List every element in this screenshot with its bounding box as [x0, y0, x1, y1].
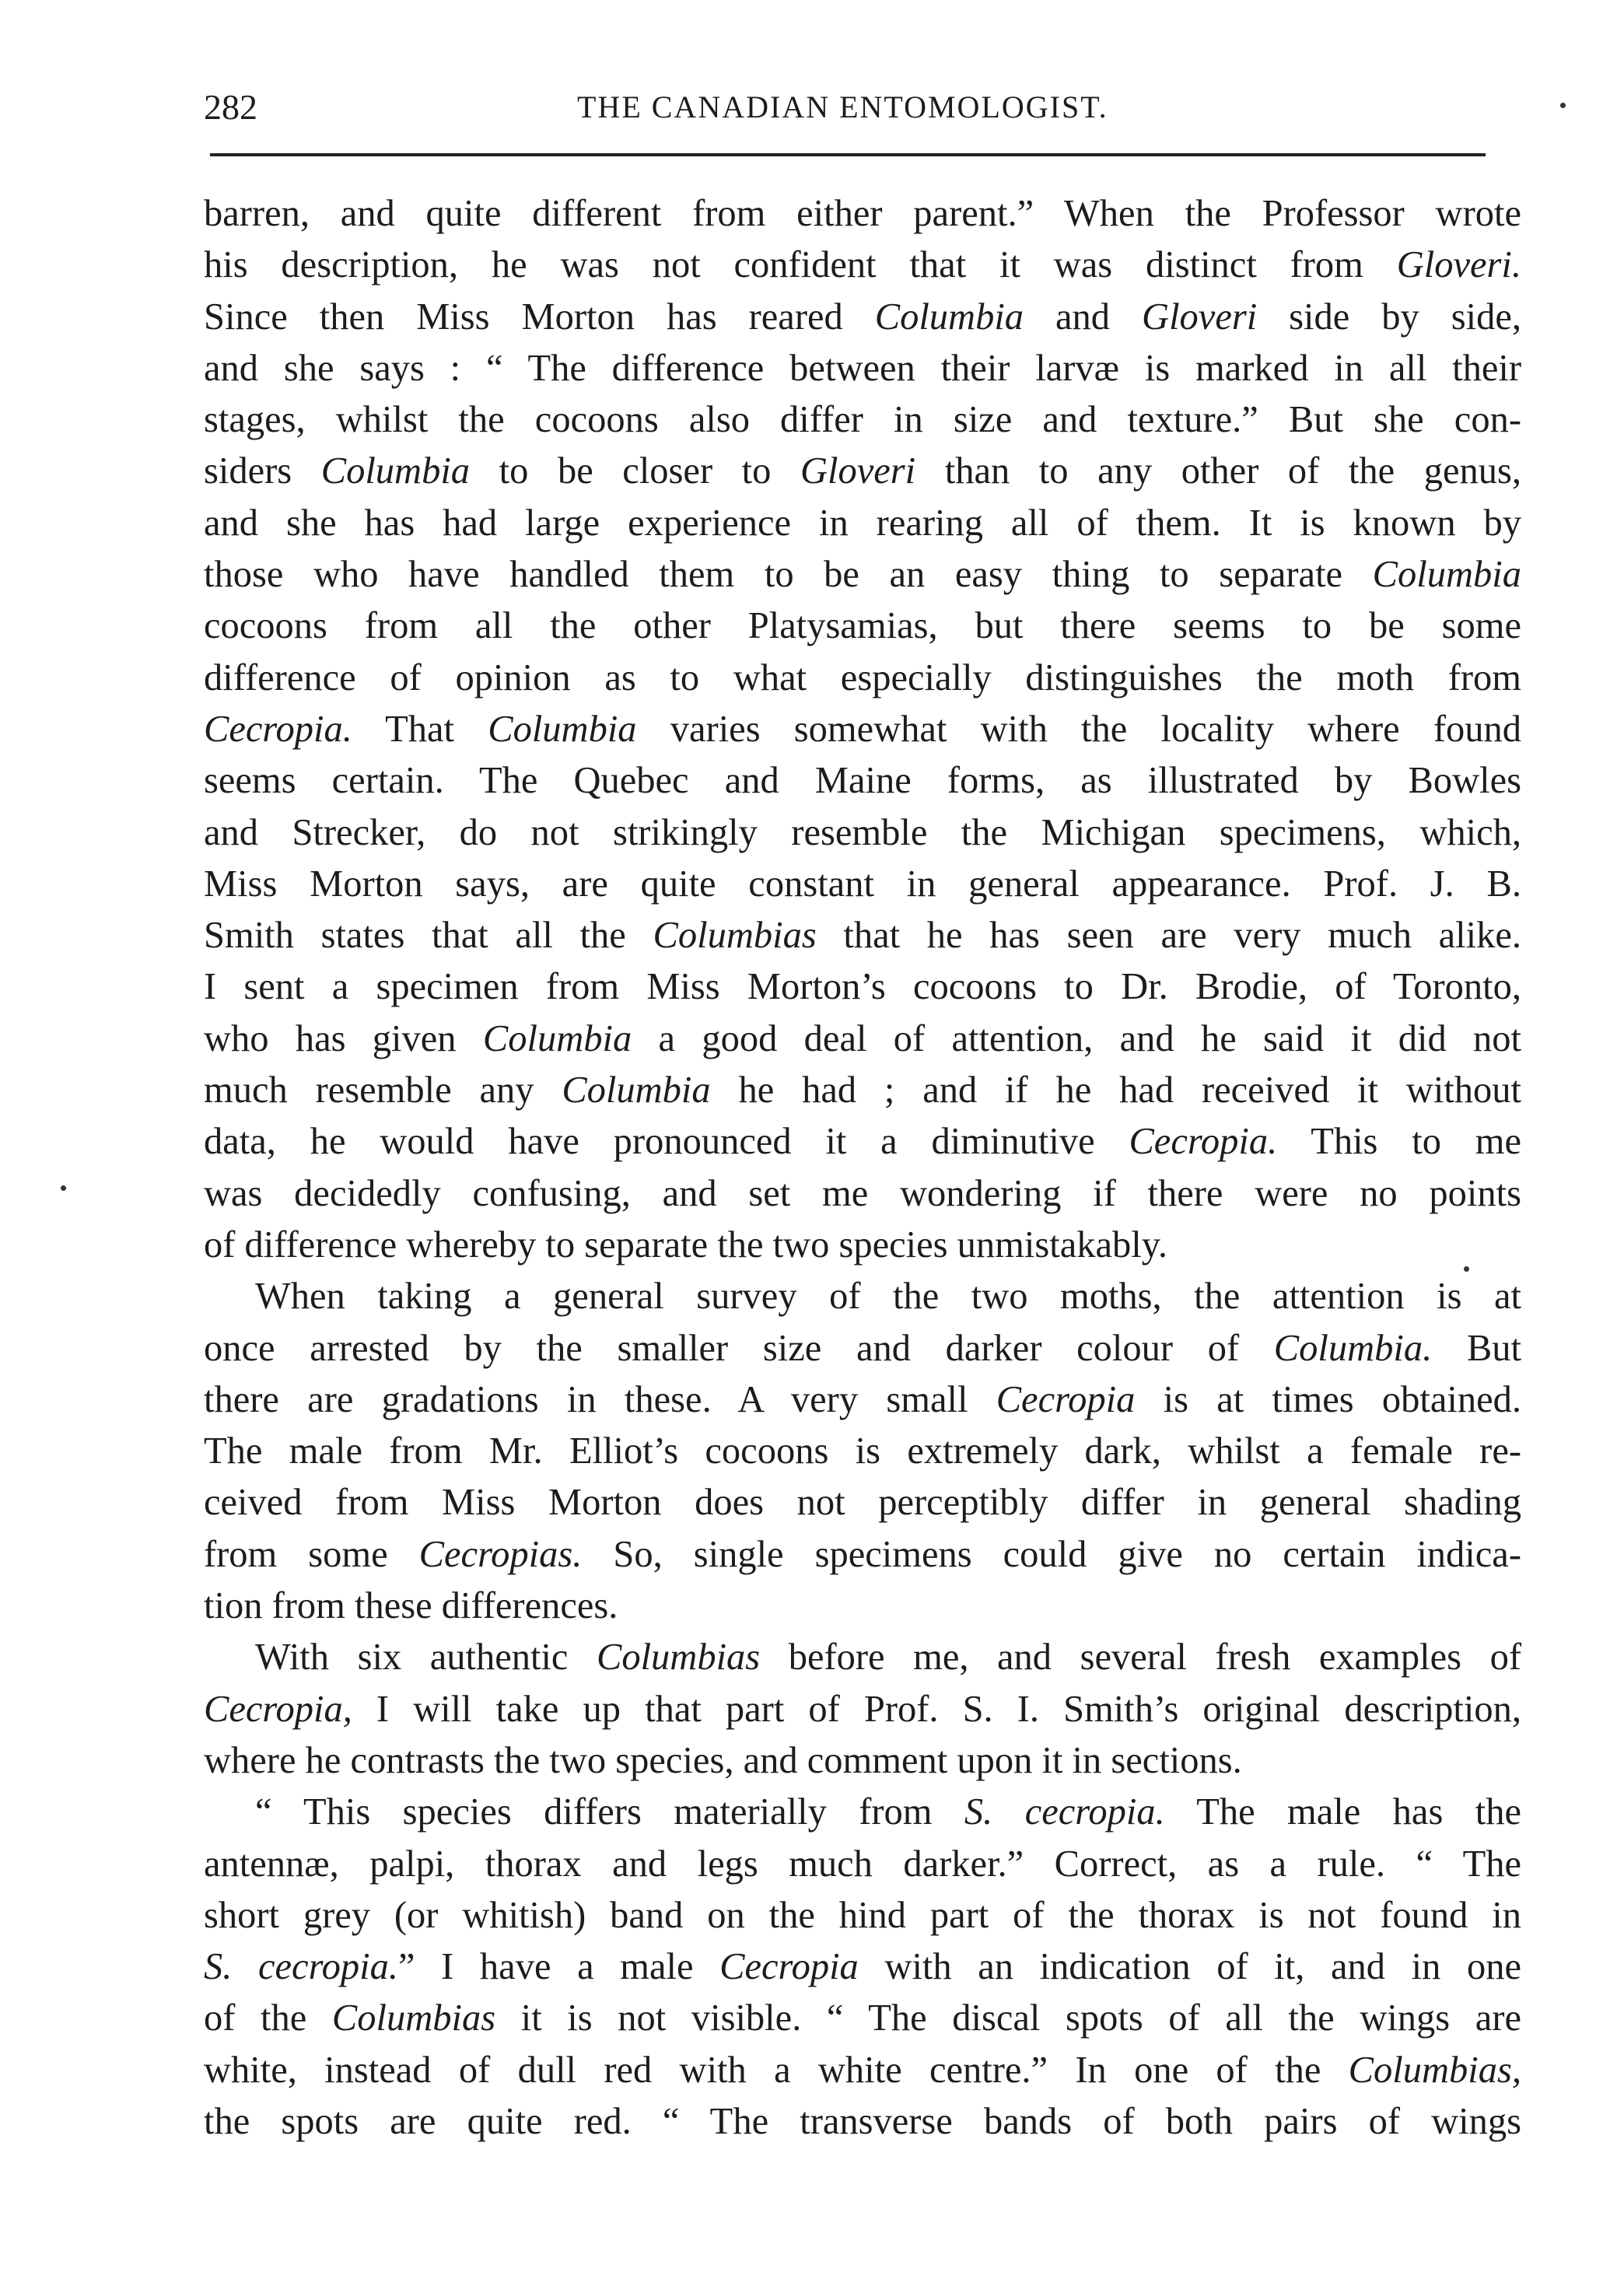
text-run: short grey (or whitish) band on the hind part of the thorax is not found in [204, 1894, 1521, 1936]
text-run: there are gradations in these. A very small [204, 1378, 996, 1420]
text-run: before me, and several fresh examples of [760, 1637, 1521, 1679]
italic-text: Cecropia, [204, 1688, 352, 1730]
text-run: That [352, 708, 488, 750]
text-run: once arrested by the smaller size and darker colour of [204, 1327, 1274, 1369]
text-line [204, 2045, 1521, 2096]
text-run: much resemble any [204, 1069, 562, 1111]
text-run: and [1024, 296, 1143, 338]
italic-text: Columbia [562, 1069, 711, 1111]
text-run: the spots are quite red. “ The transverse bands of both pairs of wings [204, 2100, 1521, 2142]
text-line [204, 1529, 1521, 1581]
text-line [204, 961, 1521, 1013]
header-rule [210, 153, 1486, 156]
text-run: data, he would have pronounced it a diminutive [204, 1121, 1129, 1163]
text-run: cocoons from all the other Platysamias, but there seems to be some [204, 605, 1521, 647]
text-run: than to any other of the genus, [915, 450, 1522, 492]
text-line [204, 1168, 1521, 1220]
text-line [204, 1839, 1521, 1890]
journal-title: THE CANADIAN ENTOMOLOGIST. [577, 89, 1108, 124]
text-run: that he has seen are very much alike. [816, 915, 1522, 957]
text-line [204, 1271, 1521, 1322]
text-run: siders [204, 450, 321, 492]
text-line [204, 1787, 1521, 1838]
italic-text: Columbia [488, 708, 637, 750]
text-run: With six authentic [255, 1637, 597, 1679]
print-speck [1560, 103, 1566, 108]
text-line [204, 1116, 1521, 1168]
italic-text: Columbias [331, 1997, 496, 2039]
text-run: seems certain. The Quebec and Maine forms, as illustrated by Bowles [204, 760, 1521, 802]
text-run: But [1432, 1327, 1521, 1369]
text-line [204, 446, 1521, 497]
text-run: barren, and quite different from either parent.” When the Professor wrote [204, 193, 1521, 234]
text-run: ” I have a male [398, 1946, 720, 1988]
text-line [204, 859, 1521, 910]
text-line [204, 1323, 1521, 1374]
text-line [204, 1941, 1521, 1993]
text-run: This to me [1277, 1121, 1521, 1163]
italic-text: Cecropia [996, 1378, 1136, 1420]
text-run: of the [204, 1997, 332, 2039]
text-run: stages, whilst the cocoons also differ in size and texture.” But she con- [204, 399, 1521, 441]
text-line [204, 1581, 1521, 1632]
italic-text: Columbias [596, 1637, 761, 1679]
text-line [204, 1890, 1521, 1941]
text-line [204, 1632, 1521, 1683]
text-run: a good deal of attention, and he said it did not [632, 1017, 1521, 1059]
text-line [204, 653, 1521, 704]
text-run: tion from these differences. [204, 1585, 618, 1627]
text-run: varies somewhat with the locality where found [636, 708, 1521, 750]
italic-text: Columbia [320, 450, 471, 492]
italic-text: Columbia [874, 296, 1024, 338]
text-line [204, 704, 1521, 755]
text-run: he had ; and if he had received it without [710, 1069, 1521, 1111]
text-line [204, 1426, 1521, 1477]
text-run: Since then Miss Morton has reared [204, 296, 875, 338]
italic-text: Cecropia [719, 1946, 859, 1988]
text-line [204, 1374, 1521, 1426]
text-run: The male from Mr. Elliot’s cocoons is extremely dark, whilst a female re- [204, 1430, 1521, 1472]
text-run: is at times obtained. [1135, 1378, 1521, 1420]
text-run: antennæ, palpi, thorax and legs much darker.” Correct, as a rule. “ The [204, 1843, 1521, 1885]
text-run: with an indication of it, and in one [858, 1946, 1521, 1988]
text-run: and she says : “ The difference between their larvæ is marked in all their [204, 347, 1521, 389]
italic-text: Gloveri [1142, 296, 1258, 338]
text-line [204, 1993, 1521, 2044]
running-head [204, 76, 1538, 138]
text-run: I sent a specimen from Miss Morton’s cocoons to Dr. Brodie, of Toronto, [204, 966, 1521, 1008]
text-run: Miss Morton says, are quite constant in general appearance. Prof. J. B. [204, 863, 1521, 905]
text-run: to be closer to [470, 450, 800, 492]
print-speck [1464, 1266, 1469, 1272]
text-run: and Strecker, do not strikingly resemble the Michigan specimens, which, [204, 811, 1521, 853]
text-line [204, 755, 1521, 807]
italic-text: Gloveri [800, 450, 916, 492]
text-line [204, 240, 1521, 291]
italic-text: Cecropia. [204, 708, 352, 750]
italic-text: Cecropias. [418, 1533, 583, 1575]
text-line [204, 188, 1521, 240]
italic-text: Columbia [482, 1017, 632, 1059]
text-line [204, 549, 1521, 600]
text-line [204, 292, 1521, 343]
italic-text: S. cecropia. [964, 1791, 1165, 1833]
text-line [204, 1220, 1521, 1271]
text-run: white, instead of dull red with a white centre.” In one of the [204, 2049, 1349, 2091]
text-line [204, 2096, 1521, 2148]
text-run: side by side, [1257, 296, 1521, 338]
text-run: The male has the [1164, 1791, 1521, 1833]
text-run: Smith states that all the [204, 915, 653, 957]
text-run: and she has had large experience in rearing all of them. It is known by [204, 502, 1521, 544]
text-line [204, 1013, 1521, 1065]
text-run: it is not visible. “ The discal spots of all the wings are [495, 1997, 1522, 2039]
text-line [204, 1065, 1521, 1116]
italic-text: Columbia [1372, 554, 1521, 596]
text-run: “ This species differs materially from [255, 1791, 964, 1833]
text-line [204, 498, 1521, 549]
italic-text: Cecropia. [1129, 1121, 1278, 1163]
text-line [204, 807, 1521, 859]
italic-text: Columbia. [1273, 1327, 1433, 1369]
text-run: I will take up that part of Prof. S. I. Smith’s original description, [352, 1688, 1521, 1730]
text-run: was decidedly confusing, and set me wondering if there were no points [204, 1172, 1521, 1214]
text-run: who has given [204, 1017, 483, 1059]
text-run: So, single specimens could give no certain indica- [582, 1533, 1521, 1575]
text-line [204, 1684, 1521, 1735]
italic-text: Gloveri. [1396, 244, 1521, 286]
text-run: from some [204, 1533, 419, 1575]
body-text [204, 188, 1521, 2148]
text-run: those who have handled them to be an easy thing to separate [204, 554, 1373, 596]
italic-text: Columbias, [1348, 2049, 1521, 2091]
text-run: where he contrasts the two species, and comment upon it in sections. [204, 1739, 1242, 1781]
italic-text: S. cecropia. [204, 1946, 398, 1988]
text-line [204, 910, 1521, 961]
text-run: of difference whereby to separate the two species unmistakably. [204, 1224, 1167, 1266]
text-line [204, 1735, 1521, 1787]
italic-text: Columbias [653, 915, 817, 957]
text-run: ceived from Miss Morton does not perceptibly differ in general shading [204, 1482, 1521, 1524]
text-run: When taking a general survey of the two moths, the attention is at [255, 1276, 1521, 1318]
page-number: 282 [204, 87, 257, 127]
text-run: his description, he was not confident that it was distinct from [204, 244, 1397, 286]
text-line [204, 343, 1521, 394]
text-line [204, 600, 1521, 652]
text-run: difference of opinion as to what especially distinguishes the moth from [204, 656, 1521, 698]
print-speck [61, 1185, 66, 1191]
text-line [204, 1477, 1521, 1528]
text-line [204, 394, 1521, 446]
